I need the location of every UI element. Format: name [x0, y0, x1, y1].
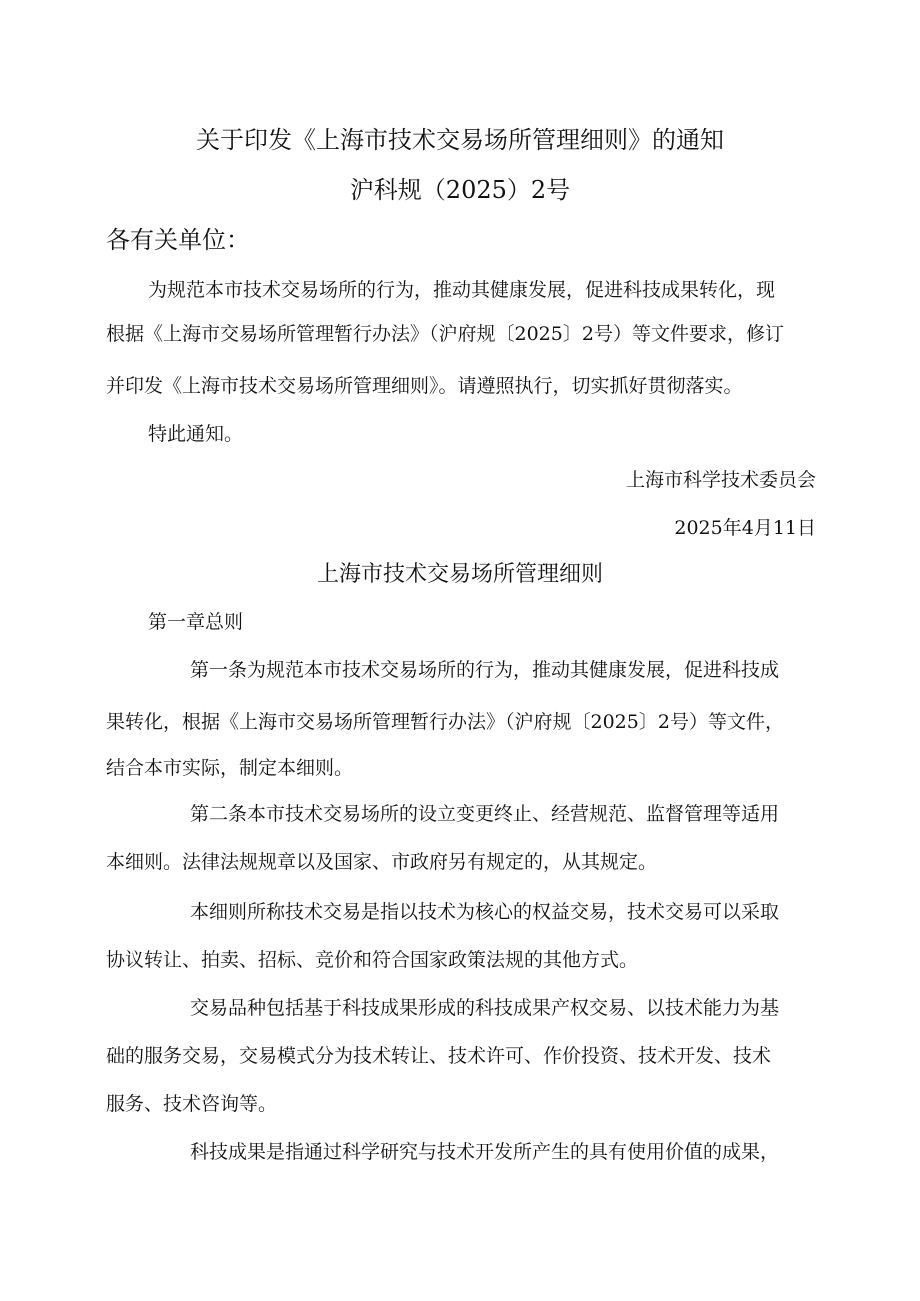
- article-1-line: 结合本市实际，制定本细则。: [106, 757, 354, 779]
- achievement-definition-line: 科技成果是指通过科学研究与技术开发所产生的具有使用价值的成果，: [190, 1141, 780, 1163]
- article-1-line: 果转化，根据《上海市交易场所管理暂行办法》（沪府规〔2025〕2号）等文件，: [106, 711, 784, 733]
- article-2-line: 本细则。法律法规规章以及国家、市政府另有规定的，从其规定。: [106, 851, 658, 873]
- issue-date: 2025年4月11日: [674, 517, 816, 539]
- issuer: 上海市科学技术委员会: [625, 469, 816, 491]
- chapter-heading: 第一章总则: [148, 611, 244, 633]
- notice-paragraph-line: 根据《上海市交易场所管理暂行办法》（沪府规〔2025〕2号）等文件要求，修订: [106, 323, 784, 345]
- article-2-line: 第二条本市技术交易场所的设立变更终止、经营规范、监督管理等适用: [190, 803, 780, 825]
- document-number: 沪科规（2025）2号: [349, 176, 571, 204]
- notice-paragraph-line: 为规范本市技术交易场所的行为，推动其健康发展，促进科技成果转化，现: [148, 279, 776, 301]
- trade-types-line: 交易品种包括基于科技成果形成的科技成果产权交易、以技术能力为基: [190, 997, 780, 1019]
- trade-types-line: 础的服务交易，交易模式分为技术转让、技术许可、作价投资、技术开发、技术: [106, 1045, 772, 1067]
- salutation: 各有关单位：: [106, 226, 250, 254]
- rules-title: 上海市技术交易场所管理细则: [316, 562, 603, 587]
- notice-paragraph-line: 并印发《上海市技术交易场所管理细则》。请遵照执行，切实抓好贯彻落实。: [106, 375, 743, 397]
- definition-line: 协议转让、拍卖、招标、竞价和符合国家政策法规的其他方式。: [106, 949, 639, 971]
- definition-line: 本细则所称技术交易是指以技术为核心的权益交易，技术交易可以采取: [190, 901, 780, 923]
- article-1-line: 第一条为规范本市技术交易场所的行为，推动其健康发展，促进科技成: [190, 659, 780, 681]
- notice-closing: 特此通知。: [148, 423, 244, 445]
- notice-title: 关于印发《上海市技术交易场所管理细则》的通知: [196, 126, 724, 154]
- trade-types-line: 服务、技术咨询等。: [106, 1093, 278, 1115]
